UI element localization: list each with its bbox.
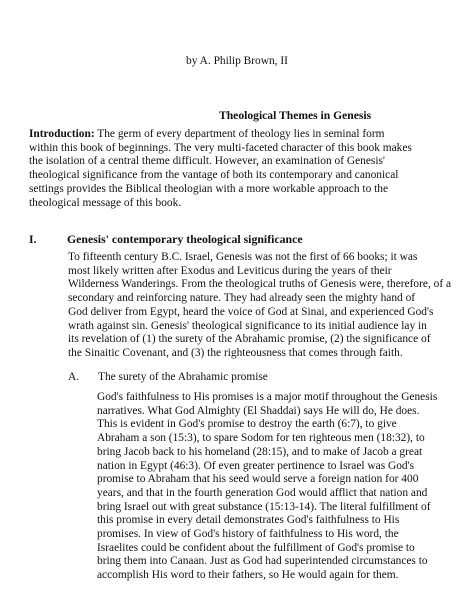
subsection-a-line: promises. In view of God's history of faithfulness to His word, the <box>97 528 399 541</box>
intro-line: settings provides the Biblical theologian with a more workable approach to the <box>29 182 389 195</box>
section-1-line: secondary and reinforcing nature. They had already seen the mighty hand of <box>68 292 416 305</box>
intro-line: The germ of every department of theology lies in seminal form <box>94 128 385 140</box>
section-number: I. <box>29 232 37 246</box>
subsection-a-paragraph <box>97 391 469 583</box>
section-1-line: the Sinaitic Covenant, and (3) the righteousness that comes through faith. <box>68 346 403 359</box>
subsection-a-line: years, and that in the fourth generation God would afflict that nation and <box>97 486 428 499</box>
intro-line: theological significance from the vantage of both its contemporary and canonical <box>29 169 399 182</box>
section-1-paragraph <box>68 251 468 361</box>
introduction-paragraph <box>29 128 465 210</box>
subsection-a-line: Abraham a son (15:3), to spare Sodom for ten righteous men (18:32), to <box>97 432 425 445</box>
subsection-a-line: This is evident in God's promise to destroy the earth (6:7), to give <box>97 418 397 431</box>
section-1-line: most likely written after Exodus and Leviticus during the years of their <box>68 264 392 277</box>
subsection-a-line: accomplish His word to their fathers, so He would again for them. <box>97 569 399 582</box>
section-1-line: To fifteenth century B.C. Israel, Genesis was not the first of 66 books; it was <box>68 251 418 263</box>
subsection-a-line: God's faithfulness to His promises is a major motif throughout the Genesis <box>97 391 438 403</box>
introduction-label: Introduction: <box>29 128 95 140</box>
subsection-a-line: this promise in every detail demonstrates God's faithfulness to His <box>97 514 400 527</box>
subsection-a-line: bring Israel out with great substance (15:13-14). The literal fulfillment of <box>97 500 431 513</box>
intro-line: within this book of beginnings. The very multi-faceted character of this book makes <box>29 141 412 154</box>
section-1-line: Wilderness Wanderings. From the theological truths of Genesis were, therefore, of a <box>68 278 452 291</box>
intro-line: theological message of this book. <box>29 196 182 209</box>
subsection-a-line: bring them into Canaan. Just as God had superintended circumstances to <box>97 555 428 568</box>
section-1-line: God deliver from Egypt, heard the voice of God at Sinai, and experienced God's <box>68 305 434 318</box>
subsection-heading-text: The surety of the Abrahamic promise <box>98 371 268 383</box>
intro-line: the isolation of a central theme difficult. However, an examination of Genesis' <box>29 155 385 168</box>
section-heading-text: Genesis' contemporary theological significance <box>67 232 303 246</box>
section-1-line: wrath against sin. Genesis' theological significance to its initial audience lay in <box>68 319 427 332</box>
subsection-letter: A. <box>68 371 80 383</box>
section-1-line: its revelation of (1) the surety of the Abrahamic promise, (2) the significance of <box>68 333 431 346</box>
author-line: by A. Philip Brown, II <box>186 55 288 67</box>
subsection-a-line: bring Jacob back to his homeland (28:15), and to make of Jacob a great <box>97 445 423 458</box>
subsection-a-line: narratives. What God Almighty (El Shaddai) says He will do, He does. <box>97 404 420 417</box>
subsection-heading-a <box>68 371 268 385</box>
subsection-a-line: nation in Egypt (46:3). Of even greater pertinence to Israel was God's <box>97 459 415 472</box>
subsection-a-line: Israelites could be confident about the fulfillment of God's promise to <box>97 541 415 554</box>
document-title: Theological Themes in Genesis <box>219 109 372 122</box>
subsection-a-line: promise to Abraham that his seed would serve a foreign nation for 400 <box>97 473 419 486</box>
section-heading-1 <box>29 233 303 247</box>
